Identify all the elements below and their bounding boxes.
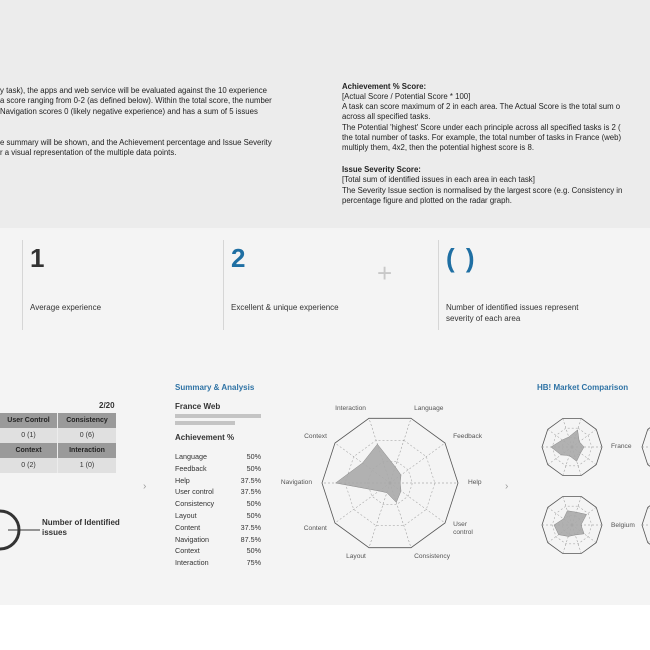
list-item	[175, 498, 261, 510]
achievement-line: A task can score maximum of 2 in each area. The Actual Score is the total sum o	[342, 102, 621, 111]
area-label: Interaction	[175, 558, 209, 568]
radar-axis-label: Consistency	[414, 553, 451, 561]
legend-symbol-excellent: 2	[231, 243, 246, 273]
market-comparison-title: HB! Market Comparison	[537, 383, 629, 392]
divider	[438, 240, 439, 330]
table-header: User Control	[0, 413, 58, 428]
area-value: 75%	[246, 558, 261, 568]
radar-data-area	[554, 511, 587, 537]
table-cell: 0 (1)	[0, 428, 58, 443]
list-item	[175, 463, 261, 475]
market-label: Belgium	[611, 522, 635, 529]
radar-axis-label: Context	[304, 433, 327, 441]
area-value: 87.5%	[240, 534, 261, 544]
area-value: 50%	[246, 452, 261, 461]
intro-line: r a visual representation of the multiple data points.	[0, 148, 177, 157]
severity-line: The Severity Issue section is normalised by the largest score (e.g. Consistency in	[342, 186, 623, 195]
achievement-line: multiply them, 4x2, then the potential highest score is 8.	[342, 143, 534, 152]
divider	[22, 240, 23, 330]
achievement-line: across all specified tasks.	[342, 112, 431, 121]
next-arrow-icon[interactable]: ›	[505, 481, 509, 492]
severity-title: Issue Severity Score:	[342, 165, 421, 174]
table-cell: 1 (0)	[58, 458, 117, 473]
divider-bar	[175, 414, 261, 418]
area-value: 37.5%	[240, 487, 261, 497]
table-cell: 0 (6)	[58, 428, 117, 443]
area-label: Consistency	[175, 499, 215, 509]
table-header: Context	[0, 443, 58, 458]
area-label: Context	[175, 546, 200, 556]
legend-caption-excellent: Excellent & unique experience	[231, 303, 339, 312]
area-value: 50%	[246, 463, 261, 473]
mini-radar-chart	[534, 490, 614, 560]
radar-axis-label: Layout	[346, 553, 366, 561]
list-item	[175, 557, 261, 569]
next-arrow-icon[interactable]: ›	[143, 481, 147, 492]
divider-bar	[175, 421, 235, 425]
area-label: Navigation	[175, 534, 209, 544]
achievement-line: [Actual Score / Potential Score * 100]	[342, 92, 471, 101]
radar-axis-label: Feedback	[453, 433, 483, 441]
radar-axis-label: Language	[414, 404, 444, 412]
task-count: 2/20	[99, 401, 115, 410]
list-item	[175, 522, 261, 534]
task-score-table	[0, 413, 116, 473]
area-label: Language	[175, 452, 207, 461]
mini-radar-chart	[534, 412, 614, 482]
legend-caption-issues: Number of identified issues represent severity of each area	[446, 303, 579, 323]
list-item	[175, 545, 261, 557]
list-item	[175, 510, 261, 522]
intro-line: Navigation scores 0 (likely negative experience) and has a sum of 5 issues	[0, 107, 258, 116]
list-item	[175, 451, 261, 463]
radar-chart	[290, 405, 490, 565]
area-label: Help	[175, 475, 190, 485]
area-value: 50%	[246, 546, 261, 556]
mini-radar-chart	[636, 490, 650, 560]
area-value: 37.5%	[240, 522, 261, 532]
list-item	[175, 534, 261, 546]
radar-axis-label: User control	[453, 520, 473, 536]
radar-axis-label: Navigation	[280, 479, 312, 486]
list-item	[175, 475, 261, 487]
area-label: Content	[175, 522, 201, 532]
area-value: 37.5%	[240, 475, 261, 485]
severity-line: [Total sum of identified issues in each area in each task]	[342, 175, 535, 184]
radar-axis-label: Content	[303, 524, 327, 532]
table-header: Interaction	[58, 443, 117, 458]
radar-axis-label: Interaction	[335, 404, 366, 412]
issues-label: Number of Identified issues	[42, 518, 120, 537]
issues-callout-graphic	[0, 505, 45, 555]
radar-data-area	[336, 444, 401, 502]
radar-data-area	[551, 430, 584, 461]
divider	[223, 240, 224, 330]
area-label: User control	[175, 487, 214, 497]
list-item	[175, 486, 261, 498]
summary-subtitle: France Web	[175, 402, 221, 411]
mini-radar-chart	[636, 412, 650, 482]
summary-title: Summary & Analysis	[175, 383, 255, 392]
plus-icon: +	[377, 258, 393, 288]
table-header: Consistency	[58, 413, 117, 428]
radar-axis-label: Help	[468, 479, 482, 486]
area-value: 50%	[246, 510, 261, 520]
achievement-list	[175, 451, 261, 569]
market-label: France	[611, 443, 632, 450]
area-value: 50%	[246, 499, 261, 509]
achievement-line: the total number of tasks. For example, the total number of tasks in France (web)	[342, 133, 622, 142]
achievement-label: Achievement %	[175, 433, 235, 442]
achievement-title: Achievement % Score:	[342, 82, 427, 91]
area-label: Feedback	[175, 463, 207, 473]
legend-caption-average: Average experience	[30, 303, 102, 312]
intro-line: a score ranging from 0-2 (as defined below). Within the total score, the number	[0, 96, 272, 105]
achievement-line: The Potential 'highest' Score under each principle across all specified tasks is 2 (	[342, 123, 621, 132]
area-label: Layout	[175, 510, 197, 520]
intro-line: e summary will be shown, and the Achievement percentage and Issue Severity	[0, 138, 272, 147]
intro-line: y task), the apps and web service will be evaluated against the 10 experience	[0, 86, 267, 95]
severity-line: percentage figure and plotted on the radar graph.	[342, 196, 512, 205]
legend-symbol-issues: ( )	[446, 243, 477, 273]
legend-symbol-average: 1	[30, 243, 45, 273]
table-cell: 0 (2)	[0, 458, 58, 473]
